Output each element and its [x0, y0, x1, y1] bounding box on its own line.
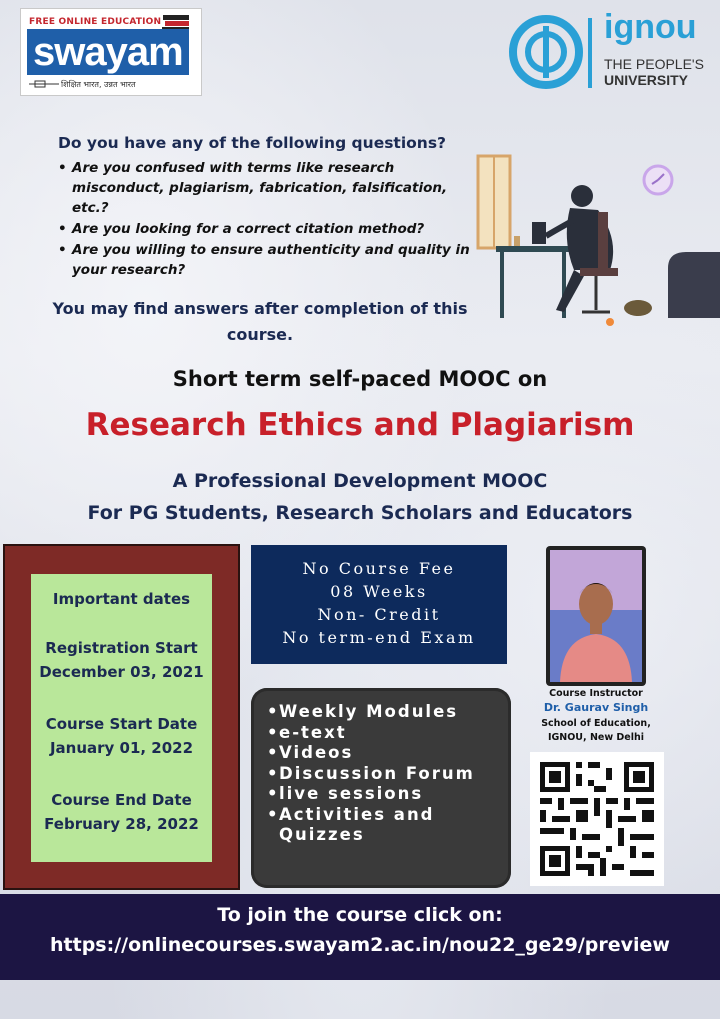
component-item: • Videos	[267, 743, 511, 764]
course-features-panel	[251, 545, 507, 664]
answer-text: You may find answers after completion of this course.	[52, 299, 468, 344]
start-label: Course Start Date	[45, 715, 198, 733]
join-prompt: To join the course click on:	[217, 904, 503, 926]
desk-icon	[496, 246, 570, 252]
swayam-logo	[20, 8, 202, 96]
question-item: • Are you confused with terms like research misconduct, plagiarism, fabrication, falsification, etc.?	[52, 158, 472, 218]
feature-item: Non- Credit	[317, 605, 441, 624]
component-item: • live sessions	[267, 784, 511, 805]
important-dates-panel	[31, 574, 212, 862]
swayam-hindi-tagline: शिक्षित भारत, उन्नत भारत	[61, 80, 136, 89]
course-link[interactable]: https://onlinecourses.swayam2.ac.in/nou22_ge29/preview	[50, 934, 670, 956]
end-label: Course End Date	[51, 791, 192, 809]
component-item: • Activities and Quizzes	[267, 805, 511, 846]
questions-heading: Do you have any of the following questions?	[58, 134, 447, 152]
pencil-icon	[29, 79, 59, 89]
registration-label: Registration Start	[45, 639, 198, 657]
ignou-emblem-icon	[508, 14, 594, 90]
person-at-desk-illustration	[470, 150, 720, 330]
swayam-wordmark: swayam	[27, 29, 189, 75]
subtitle-line-1: A Professional Development MOOC	[172, 470, 548, 492]
feature-item: No Course Fee	[302, 559, 456, 578]
ignou-tagline-1: THE PEOPLE'S	[604, 56, 704, 72]
instructor-name: Dr. Gaurav Singh	[543, 701, 649, 714]
feature-item: 08 Weeks	[330, 582, 428, 601]
instructor-dept-line-2: IGNOU, New Delhi	[547, 732, 645, 743]
feature-item: No term-end Exam	[282, 628, 476, 647]
instructor-department	[530, 717, 662, 745]
qr-code[interactable]	[530, 752, 664, 886]
question-item: • Are you looking for a correct citation method?	[52, 219, 472, 239]
swayam-tagline: FREE ONLINE EDUCATION	[29, 17, 162, 27]
dates-heading: Important dates	[52, 590, 191, 608]
instructor-role: Course Instructor	[549, 688, 643, 699]
course-type-heading: Short term self-paced MOOC on	[172, 367, 548, 391]
chair-icon	[598, 212, 608, 272]
ignou-tagline-2: UNIVERSITY	[604, 72, 689, 88]
start-date: January 01, 2022	[49, 739, 194, 757]
registration-date: December 03, 2021	[39, 663, 204, 681]
course-title: Research Ethics and Plagiarism	[85, 407, 635, 443]
subtitle-line-2: For PG Students, Research Scholars and Educators	[87, 502, 633, 524]
instructor-photo	[546, 546, 646, 686]
course-components-panel	[251, 688, 511, 888]
end-date: February 28, 2022	[44, 815, 199, 833]
component-item: • e-text	[267, 723, 511, 744]
component-item: • Discussion Forum	[267, 764, 511, 785]
ignou-logo	[508, 10, 708, 90]
person-icon	[571, 185, 593, 207]
instructor-dept-line-1: School of Education,	[541, 718, 651, 729]
course-subtitle	[0, 465, 720, 529]
qr-code-icon	[530, 752, 664, 886]
laptop-icon	[532, 222, 546, 244]
question-item: • Are you willing to ensure authenticity and quality in your research?	[52, 240, 472, 280]
join-footer	[0, 894, 720, 980]
ignou-wordmark: ignou	[604, 8, 697, 46]
component-item: • Weekly Modules	[267, 702, 511, 723]
questions-list	[52, 158, 472, 281]
cat-icon	[624, 300, 652, 316]
sofa-icon	[668, 252, 720, 318]
